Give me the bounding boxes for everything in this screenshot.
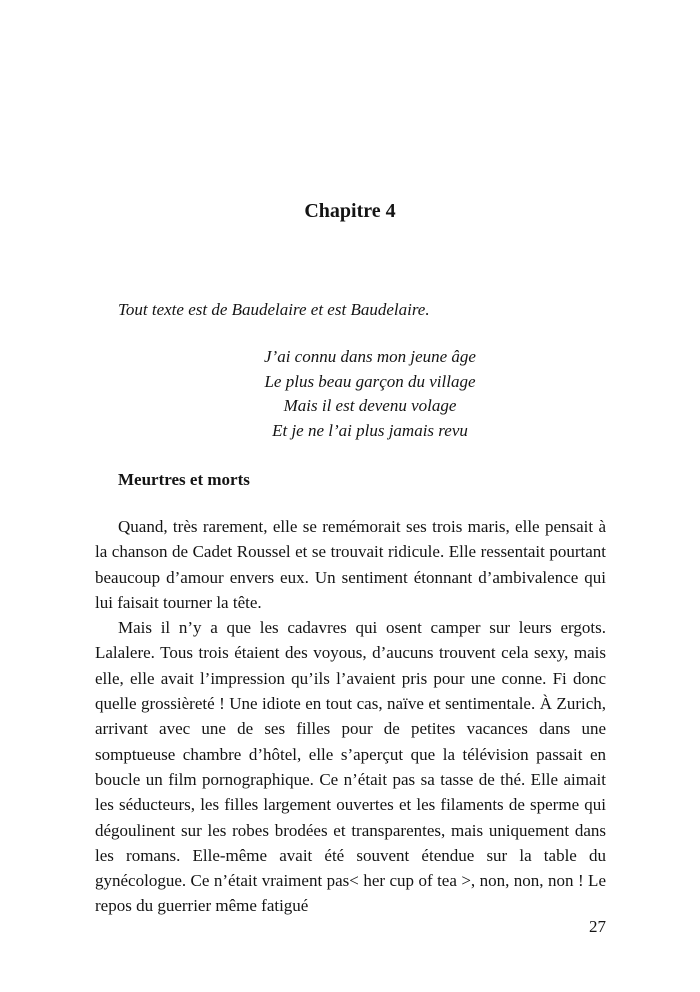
poem-line: Et je ne l’ai plus jamais revu (272, 420, 468, 440)
page-number: 27 (589, 917, 606, 936)
paragraph: Quand, très rarement, elle se remémorait ses trois maris, elle pensait à la chanson de Cadet Roussel et se trouvait ridicule. Elle ressentait pourtant beaucoup d’amour envers eux. Un sentiment étonnant d’ambivalence qui lui faisait tourner la tête. (95, 517, 606, 612)
poem-line: Le plus beau garçon du village (264, 371, 476, 391)
body-text (95, 514, 606, 919)
poem-line: J’ai connu dans mon jeune âge (264, 347, 476, 366)
epigraph: Tout texte est de Baudelaire et est Baudelaire. (118, 300, 430, 319)
poem-stanza (200, 345, 540, 443)
poem-line: Mais il est devenu volage (283, 396, 457, 415)
paragraph: Mais il n’y a que les cadavres qui osent camper sur leurs ergots. Lalalere. Tous trois étaient des voyous, d’aucuns trouvent cela sexy, mais elle, elle avait l’impression qu’ils l’avaient pris pour une conne. Fi donc quelle grossièreté ! Une idiote en tout cas, naïve et sentimentale. À Zurich, arrivant avec une de ses filles pour de petites vacances dans une somptueuse chambre d’hôtel, elle s’aperçut que la télévision passait en boucle un film pornographique. Ce n’était pas sa tasse de thé. Elle aimait les séducteurs, les filles largement ouvertes et les filaments de sperme qui dégoulinent sur les robes brodées et transparentes, mais uniquement dans les romans. Elle-même avait été souvent étendue sur la table du gynécologue. Ce n’était vraiment pas< her cup of tea >, non, non, non ! Le repos du guerrier même fatigué (95, 618, 606, 916)
chapter-title: Chapitre 4 (304, 200, 396, 222)
section-heading: Meurtres et morts (118, 470, 250, 489)
